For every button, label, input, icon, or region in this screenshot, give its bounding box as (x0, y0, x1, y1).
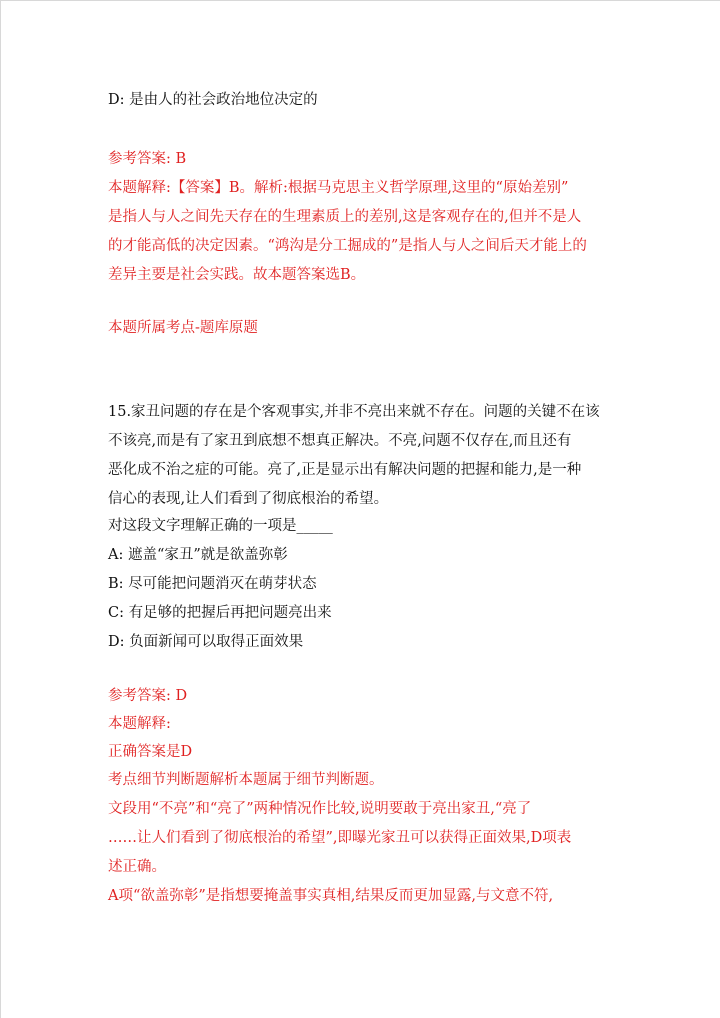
q15-analysis-line: 述正确。 (108, 859, 166, 875)
q15-stem-line: 15.家丑问题的存在是个客观事实,并非不亮出来就不存在。问题的关键不在该 (108, 404, 600, 420)
q14-option-d: D: 是由人的社会政治地位决定的 (108, 92, 318, 108)
q15-option-c: C: 有足够的把握后再把问题亮出来 (108, 605, 332, 621)
q15-stem-line: 信心的表现,让人们看到了彻底根治的希望。 (108, 491, 389, 507)
page-border-left (0, 0, 1, 1018)
q14-explanation-line: 是指人与人之间先天存在的生理素质上的差别,这是客观存在的,但并不是人 (108, 209, 582, 225)
q15-stem-line: 恶化成不治之症的可能。亮了,正是显示出有解决问题的把握和能力,是一种 (108, 462, 582, 478)
q15-correct-answer: 正确答案是D (108, 744, 193, 760)
q15-option-d: D: 负面新闻可以取得正面效果 (108, 634, 304, 650)
q14-explanation-line: 本题解释:【答案】B。解析:根据马克思主义哲学原理,这里的“原始差别” (108, 180, 569, 196)
q15-explanation-label: 本题解释: (108, 716, 171, 732)
q15-option-a: A: 遮盖“家丑”就是欲盖弥彰 (108, 547, 288, 563)
q14-answer: 参考答案: B (108, 151, 187, 167)
q15-analysis-line: 文段用“不亮”和“亮了”两种情况作比较,说明要敢于亮出家丑,“亮了 (108, 801, 532, 817)
q15-stem-line: 不该亮,而是有了家丑到底想不想真正解决。不亮,问题不仅存在,而且还有 (108, 433, 572, 449)
q15-method: 考点细节判断题解析本题属于细节判断题。 (108, 772, 384, 788)
q15-question-prompt: 对这段文字理解正确的一项是_____ (108, 518, 333, 534)
q15-analysis-line: ……让人们看到了彻底根治的希望”,即曝光家丑可以获得正面效果,D项表 (108, 830, 572, 846)
q14-explanation-line: 的才能高低的决定因素。“鸿沟是分工掘成的”是指人与人之间后天才能上的 (108, 238, 587, 254)
q15-answer: 参考答案: D (108, 688, 188, 704)
page-border-top (0, 0, 720, 1)
q15-analysis-line: A项“欲盖弥彰”是指想要掩盖事实真相,结果反而更加显露,与文意不符, (108, 888, 554, 904)
q14-explanation-line: 差异主要是社会实践。故本题答案选B。 (108, 267, 366, 283)
q15-option-b: B: 尽可能把问题消灭在萌芽状态 (108, 576, 317, 592)
q14-category: 本题所属考点-题库原题 (108, 320, 258, 336)
